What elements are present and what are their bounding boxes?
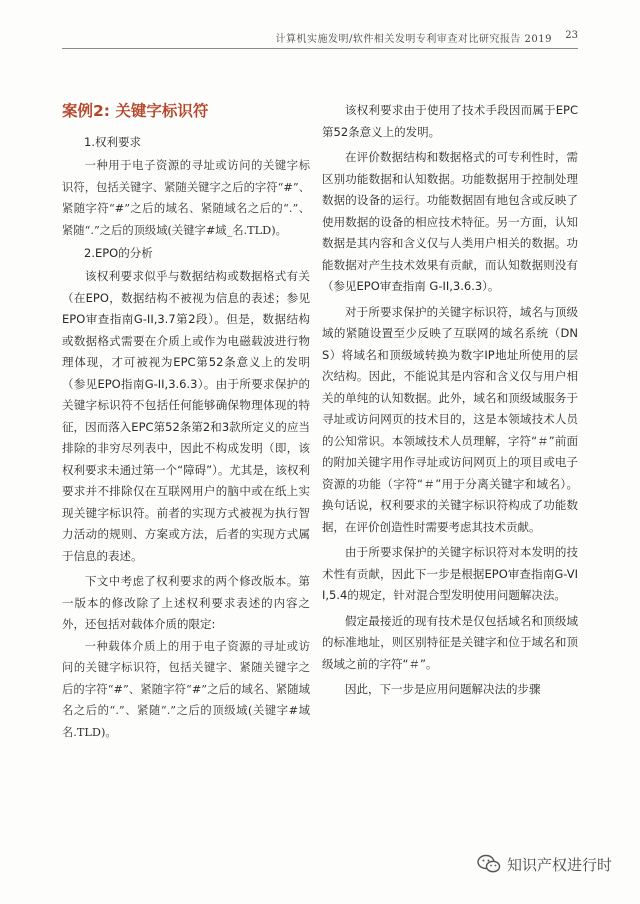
header-rule — [62, 48, 578, 49]
section-heading-claims: 1.权利要求 — [84, 135, 141, 149]
header-title: 计算机实施发明/软件相关发明专利审查对比研究报告 2019 — [275, 34, 552, 45]
right-paragraph-6: 因此，下一步是应用问题解决法的步骤 — [345, 682, 541, 696]
left-column — [62, 100, 310, 743]
page-number: 23 — [565, 30, 578, 41]
amendment-paragraph: 下文中考虑了权利要求的两个修改版本。第一版本的修改除了上述权利要求表述的内容之外，还包括对载体介质的限定: — [62, 574, 310, 631]
right-column — [322, 100, 578, 701]
case-title: 案例2: 关键字标识符 — [62, 102, 209, 120]
claim-text: 一种用于电子资源的寻址或访问的关键字标识符，包括关键字、紧随关键字之后的字符“#”、紧随字符“#”之后的域名、紧随域名之后的“.”、紧随“.”之后的顶级域(关键字#域_名.TLD)。 — [62, 159, 310, 237]
right-paragraph-4: 由于所要求保护的关键字标识符对本发明的技术性有贡献，因此下一步是根据EPO审查指南G-VII,5.4的规定，针对混合型发明使用问题解决法。 — [322, 545, 578, 602]
right-paragraph-5: 假定最接近的现有技术是仅包括域名和顶级域的标准地址，则区别特征是关键字和位于域名和顶级域之前的字符“＃”。 — [322, 613, 578, 671]
analysis-paragraph: 该权利要求似乎与数据结构或数据格式有关（在EPO，数据结构不被视为信息的表述；参见EPO审查指南G-II,3.7第2段）。但是，数据结构或数据格式需要在介质上或作为电磁载波进行物理体现，才可被视为EPC第52条意义上的发明（参见EPO指南G-II,3.6.3）。由于所要求保护的关键字标识符不包括任何能够确保物理体现的特征，因而落入EPC第52条第2和3款所定义的应当排除的非穷尽列表中，因此不构成发明（即，该权利要求未通过第一个“障碍”）。尤其是，该权利要求并不排除仅在互联网用户的脑中或在纸上实现关键字标识符。前者的实现方式被视为执行智力活动的规则、方案或方法，后者的实现方式属于信息的表述。 — [62, 269, 310, 563]
amended-claim-text: 一种载体介质上的用于电子资源的寻址或访问的关键字标识符，包括关键字、紧随关键字之后的字符“#”、紧随字符“#”之后的域名、紧随域名之后的“.”、紧随“.”之后的顶级域(关键字#域名.TLD)。 — [62, 639, 310, 739]
section-heading-analysis: 2.EPO的分析 — [84, 246, 153, 260]
watermark — [477, 852, 612, 876]
wechat-icon — [477, 854, 501, 874]
right-paragraph-1: 该权利要求由于使用了技术手段因而属于EPC第52条意义上的发明。 — [322, 103, 578, 139]
right-paragraph-3: 对于所要求保护的关键字标识符，域名与顶级域的紧随设置至少反映了互联网的域名系统（DNS）将域名和顶级域转换为数字IP地址所使用的层次结构。因此，不能说其是内容和含义仅与用户相关的单纯的认知数据。此外，域名和顶级域服务于寻址或访问网页的技术目的，这是本领域技术人员的公知常识。本领域技术人员理解，字符“＃”前面的附加关键字用作寻址或访问网页上的项目或电子资源的功能（字符“＃”用于分离关键字和域名）。换句话说，权利要求的关键字标识符构成了功能数据，在评价创造性时需要考虑其技术贡献。 — [322, 304, 578, 534]
page-header — [0, 30, 640, 50]
right-paragraph-2: 在评价数据结构和数据格式的可专利性时，需区别功能数据和认知数据。功能数据用于控制处理数据的设备的运行。功能数据固有地包含或反映了使用数据的设备的相应技术特征。另一方面，认知数据是其内容和含义仅与人类用户相关的数据。功能数据对产生技术效果有贡献，而认知数据则没有（参见EPO审查指南 G-II,3.6.3）。 — [322, 150, 578, 293]
watermark-label: 知识产权进行时 — [506, 855, 612, 874]
